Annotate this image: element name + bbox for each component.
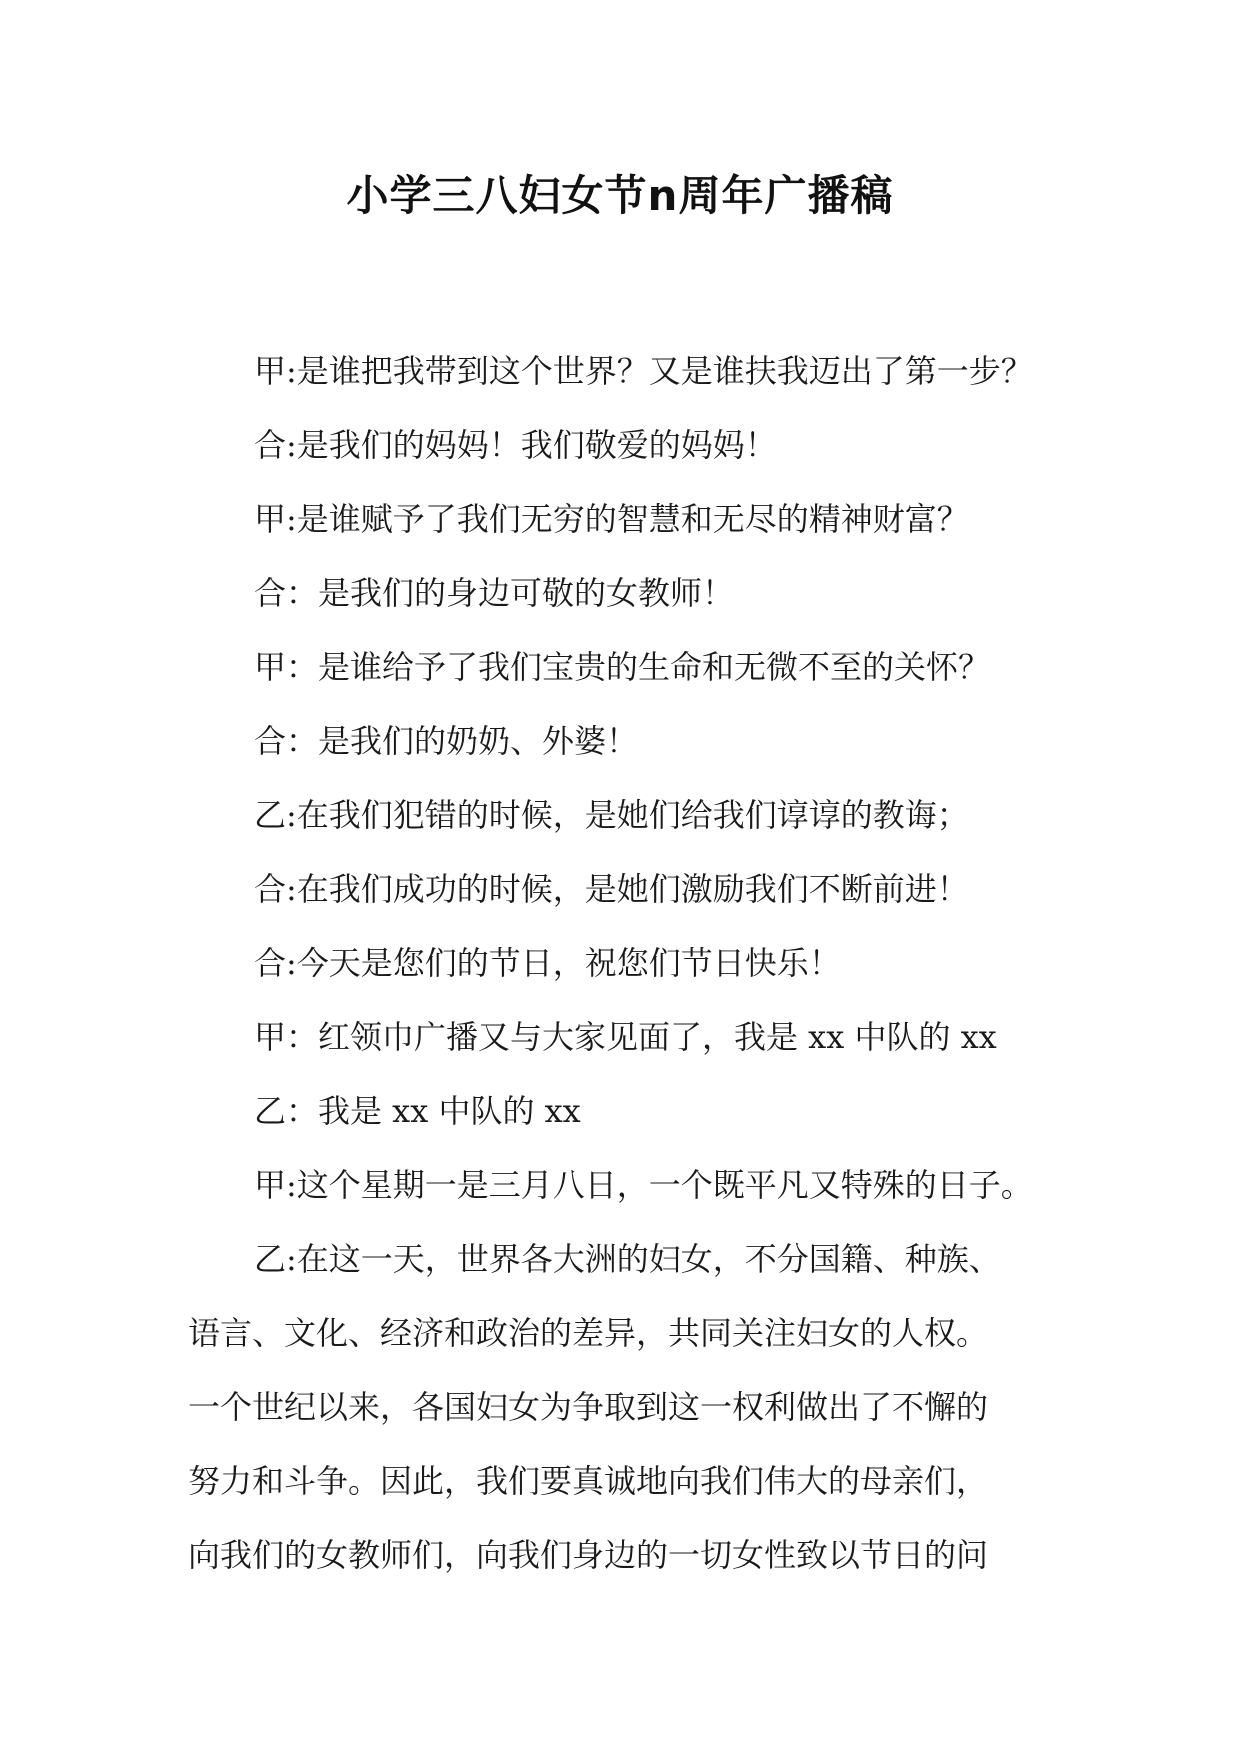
paragraph-line: 合:在我们成功的时候，是她们激励我们不断前进！ [254,870,969,908]
paragraph-line: 甲：红领巾广播又与大家见面了，我是 xx 中队的 xx [254,1018,997,1056]
paragraph-line: 向我们的女教师们，向我们身边的一切女性致以节日的问 [188,1536,989,1574]
document-title: 小学三八妇女节n周年广播稿 [346,171,894,220]
paragraph-line: 甲：是谁给予了我们宝贵的生命和无微不至的关怀？ [254,648,991,686]
document-body [188,334,1058,1592]
paragraph-line: 合：是我们的奶奶、外婆！ [254,722,639,760]
paragraph-line: 甲:是谁把我带到这个世界？又是谁扶我迈出了第一步？ [254,352,1033,390]
paragraph-line: 语言、文化、经济和政治的差异，共同关注妇女的人权。 [188,1314,989,1352]
paragraph-line: 一个世纪以来，各国妇女为争取到这一权利做出了不懈的 [188,1388,989,1426]
paragraph-line: 合：是我们的身边可敬的女教师！ [254,574,735,612]
paragraph-line: 乙:在我们犯错的时候，是她们给我们谆谆的教诲； [254,796,969,834]
paragraph-line: 乙:在这一天，世界各大洲的妇女，不分国籍、种族、 [254,1240,1001,1278]
paragraph-line: 甲:是谁赋予了我们无穷的智慧和无尽的精神财富？ [254,500,969,538]
paragraph-line: 合:今天是您们的节日，祝您们节日快乐！ [254,944,841,982]
paragraph-line: 乙：我是 xx 中队的 xx [254,1092,581,1130]
paragraph-line: 努力和斗争。因此，我们要真诚地向我们伟大的母亲们， [188,1462,989,1500]
paragraph-line: 合:是我们的妈妈！我们敬爱的妈妈！ [254,426,777,464]
paragraph-line: 甲:这个星期一是三月八日，一个既平凡又特殊的日子。 [254,1166,1033,1204]
